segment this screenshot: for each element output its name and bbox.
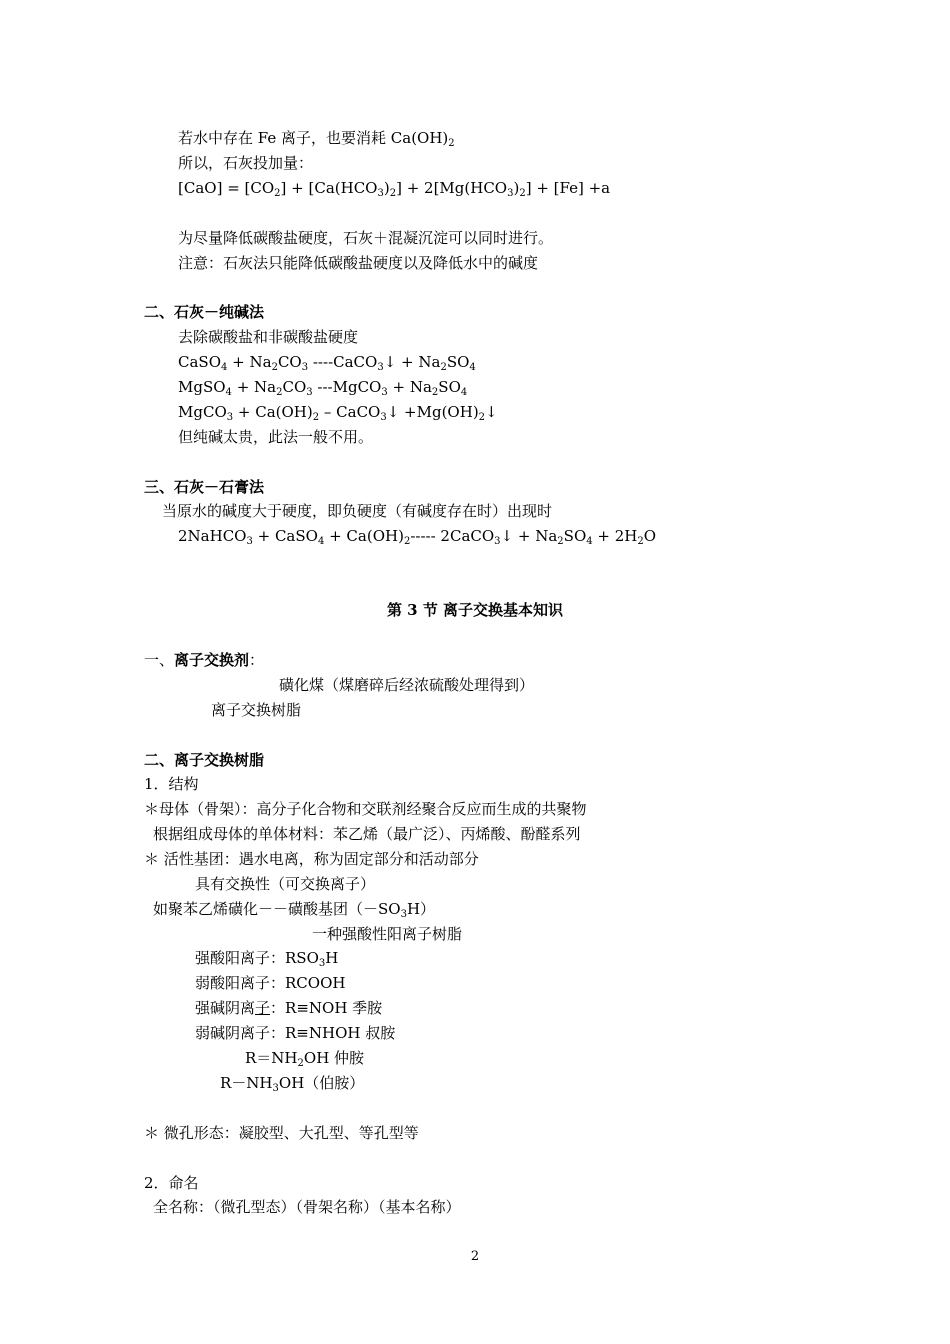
text-line: 2．命名 xyxy=(144,1174,199,1192)
heading-lime-gypsum: 三、石灰－石膏法 xyxy=(144,478,265,496)
heading-lime-soda: 二、石灰－纯碱法 xyxy=(144,303,265,321)
text-line: 磺化煤（煤磨碎后经浓硫酸处理得到） xyxy=(279,676,535,694)
text-line: $R-NH_3OH$（伯胺） xyxy=(220,1074,365,1094)
text-line: ＊ 活性基团：遇水电离，称为固定部分和活动部分 xyxy=(144,850,479,868)
heading-ion-exchange-resin: 二、离子交换树脂 xyxy=(144,751,265,769)
text-line: 强碱阴离子：R≡NOH 季胺 xyxy=(195,999,383,1017)
text-line: 一种强酸性阳离子树脂 xyxy=(312,925,463,943)
text-line: 当原水的碱度大于硬度，即负硬度（有碱度存在时）出现时 xyxy=(162,502,553,520)
text-line: 注意：石灰法只能降低碳酸盐硬度以及降低水中的碱度 xyxy=(178,254,539,272)
text-line: 全名称：（微孔型态）（骨架名称）（基本名称） xyxy=(153,1198,461,1216)
text-line: 根据组成母体的单体材料：苯乙烯（最广泛）、丙烯酸、酚醛系列 xyxy=(153,825,581,843)
text-line: 弱碱阴离子：R≡NHOH 叔胺 xyxy=(195,1024,396,1042)
text-line: 1．结构 xyxy=(144,775,199,793)
heading-ion-exchanger: 一、离子交换剂： xyxy=(144,651,265,669)
text-line: 为尽量降低碳酸盐硬度，石灰＋混凝沉淀可以同时进行。 xyxy=(178,229,554,247)
text-line: 如聚苯乙烯磺化－－磺酸基团$(-SO_3H)$ xyxy=(153,900,436,920)
text-line: 强酸阳离子：$RSO_3H$ xyxy=(195,949,339,969)
text-line: 弱酸阳离子：RCOOH xyxy=(195,974,346,992)
formula-line: 2NaHCO$_3$ + CaSO$_4$ + $Ca(OH)_2-----$ 2CaCO$_3$↓ + $Na_2SO_4 + 2H_2O$ xyxy=(178,527,657,547)
text-line: 离子交换树脂 xyxy=(211,701,302,719)
text-line: 去除碳酸盐和非碳酸盐硬度 xyxy=(178,328,359,346)
text-line: ＊母体（骨架）：高分子化合物和交联剂经聚合反应而生成的共聚物 xyxy=(144,800,587,818)
text-line: 所以，石灰投加量： xyxy=(178,154,314,172)
text-line: ＊ 微孔形态：凝胶型、大孔型、等孔型等 xyxy=(144,1124,419,1142)
section-title: 第 3 节 离子交换基本知识 xyxy=(386,601,564,619)
page-number: 2 xyxy=(470,1249,480,1264)
formula-line: $[CaO] = [CO_2] + [Ca(HCO_3)_2] + 2[Mg(HCO_3)_2] + [Fe] +a$ xyxy=(178,179,611,199)
formula-line: CaSO$_4$ + $Na_2CO_3$ ----CaCO$_3$↓ + $Na_2SO_4$ xyxy=(178,353,476,373)
formula-line: MgSO$_4$ + $Na_2CO_3$ ---MgCO$_3$ + $Na_2SO_4$ xyxy=(178,378,468,398)
text-line: 具有交换性（可交换离子） xyxy=(195,875,376,893)
text-line: 若水中存在 Fe 离子，也要消耗 $Ca(OH)_2$ xyxy=(178,129,455,149)
text-line: 但纯碱太贵，此法一般不用。 xyxy=(178,428,374,446)
formula-line: MgCO$_3$ + $Ca(OH)_2$ – CaCO$_3$↓ $+Mg(OH)_2↓$ xyxy=(178,403,498,423)
text-line: $R=NH_2OH$ 仲胺 xyxy=(245,1049,365,1069)
